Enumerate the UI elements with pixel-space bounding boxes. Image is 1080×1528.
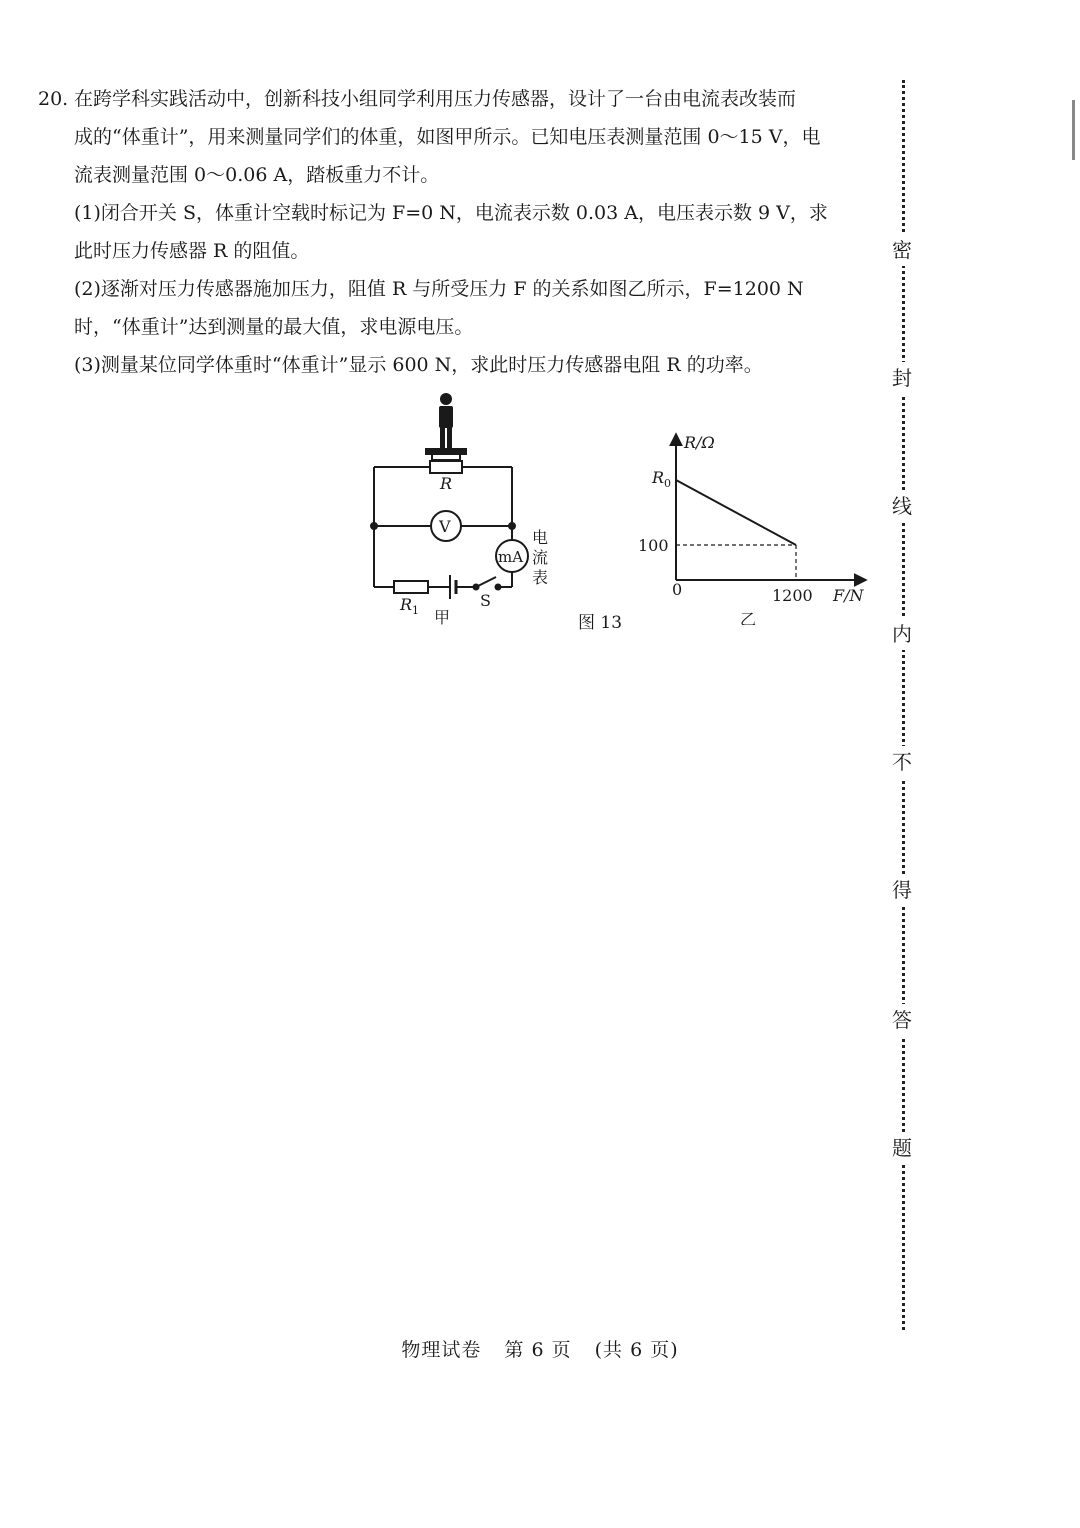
page-edge-mark (1072, 100, 1075, 160)
switch-s (476, 577, 496, 587)
question-line: 20. 在跨学科实践活动中，创新科技小组同学利用压力传感器，设计了一台由电流表改装而 (38, 80, 878, 118)
ammeter-label: mA (498, 548, 524, 566)
sensor-label: R (440, 474, 453, 493)
person-icon (439, 393, 453, 449)
r0-label: $R_0$ (652, 468, 672, 490)
question-line: 成的“体重计”，用来测量同学们的体重，如图甲所示。已知电压表测量范围 0～15 V，电 (74, 126, 821, 148)
seal-char: 密 (886, 234, 918, 266)
y-tick-100: 100 (638, 536, 669, 555)
ammeter-caption-3: 表 (532, 568, 549, 587)
figure-caption: 图 13 (578, 613, 623, 633)
subquestion-1: (1)闭合开关 S，体重计空载时标记为 F=0 N，电流表示数 0.03 A，电压表示数 9 V，求 (74, 202, 828, 224)
switch-label: S (480, 591, 491, 610)
footer-subject: 物理试卷 (401, 1339, 482, 1361)
ammeter-caption-2: 流 (532, 548, 549, 567)
ammeter-caption-1: 电 (532, 528, 549, 547)
subquestion-2: (2)逐渐对压力传感器施加压力，阻值 R 与所受压力 F 的关系如图乙所示，F=1200 N (74, 278, 804, 300)
origin-label: 0 (672, 580, 683, 599)
page-footer (0, 1335, 1080, 1362)
platform-base (432, 454, 460, 460)
seal-char: 封 (886, 362, 918, 394)
figure-13 (350, 385, 880, 625)
data-line (676, 480, 796, 545)
circuit-diagram (371, 393, 528, 599)
panel-label-yi: 乙 (740, 610, 757, 625)
subquestion-3: (3)测量某位同学体重时“体重计”显示 600 N，求此时压力传感器电阻 R 的功率。 (74, 354, 763, 376)
question-20 (38, 80, 878, 384)
resistor-r1 (394, 581, 428, 593)
panel-label-jia: 甲 (434, 608, 451, 625)
subquestion-1-cont: 此时压力传感器 R 的阻值。 (74, 240, 310, 262)
question-number: 20. (38, 88, 69, 110)
pressure-sensor (430, 461, 462, 473)
seal-char: 线 (886, 490, 918, 522)
seal-char: 题 (886, 1132, 918, 1164)
footer-total: (共 6 页) (594, 1339, 679, 1361)
voltmeter-label: V (439, 517, 451, 536)
resistor-label: $R_1$ (400, 595, 420, 617)
seal-char: 不 (886, 746, 918, 778)
seal-char: 得 (886, 874, 918, 906)
resistance-force-graph (676, 435, 865, 580)
y-axis-label: R/Ω (684, 433, 715, 452)
x-tick-1200: 1200 (772, 586, 813, 605)
seal-char: 内 (886, 618, 918, 650)
seal-char: 答 (886, 1004, 918, 1036)
subquestion-2-cont: 时，“体重计”达到测量的最大值，求电源电压。 (74, 316, 474, 338)
question-line: 流表测量范围 0～0.06 A，踏板重力不计。 (74, 164, 440, 186)
footer-page: 第 6 页 (504, 1339, 572, 1361)
x-axis-label: F/N (833, 586, 864, 605)
